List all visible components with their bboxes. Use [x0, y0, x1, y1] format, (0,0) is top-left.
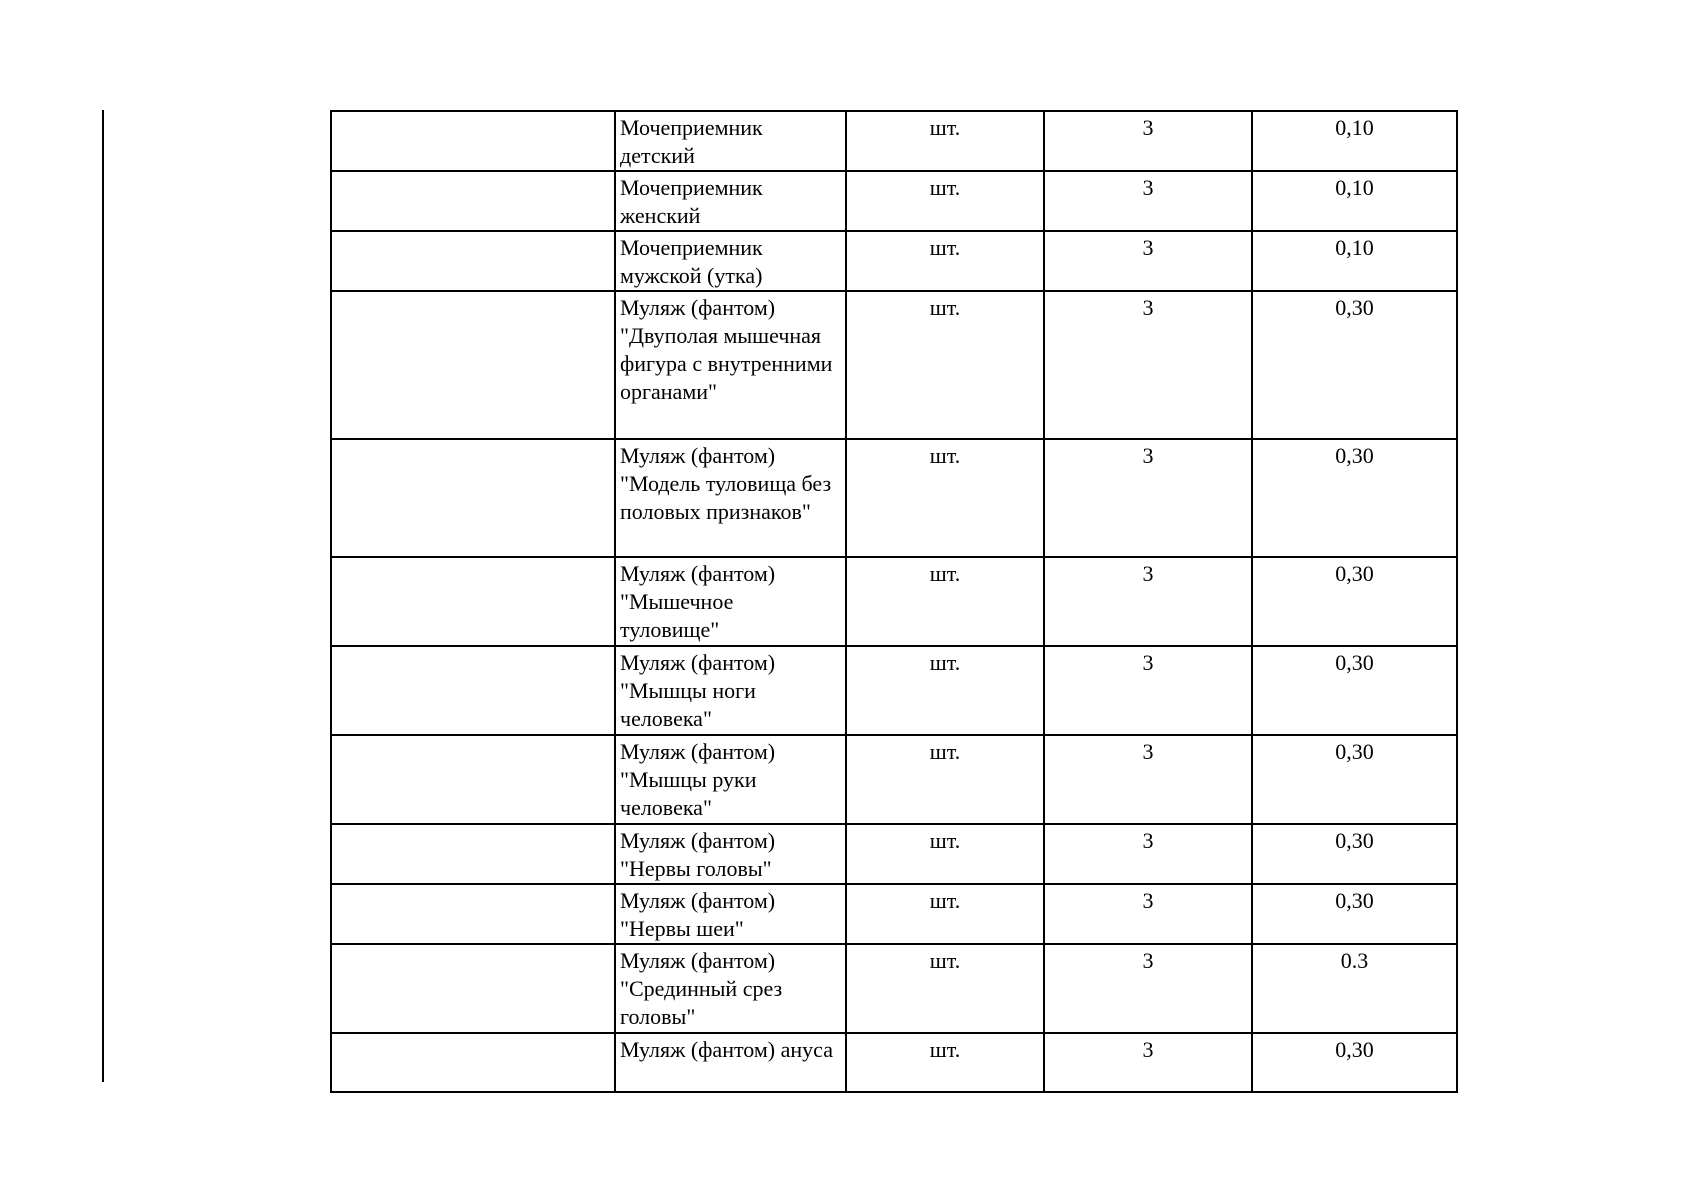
value-cell: 0,10	[1252, 231, 1457, 291]
table-row	[331, 646, 1457, 735]
table-row	[331, 111, 1457, 171]
table-row	[331, 944, 1457, 1033]
quantity-cell: 3	[1044, 884, 1252, 944]
empty-cell	[331, 884, 615, 944]
table-row	[331, 884, 1457, 944]
item-name-cell: Мочеприемник детский	[615, 111, 846, 171]
empty-cell	[331, 171, 615, 231]
empty-cell	[331, 557, 615, 646]
unit-cell: шт.	[846, 944, 1044, 1033]
empty-cell	[331, 1033, 615, 1092]
empty-cell	[331, 944, 615, 1033]
unit-cell: шт.	[846, 824, 1044, 884]
table-row	[331, 824, 1457, 884]
table-row	[331, 735, 1457, 824]
item-name-cell: Мочеприемник мужской (утка)	[615, 231, 846, 291]
item-name-cell: Муляж (фантом) "Мышечное туловище"	[615, 557, 846, 646]
value-cell: 0,30	[1252, 884, 1457, 944]
value-cell: 0,10	[1252, 111, 1457, 171]
quantity-cell: 3	[1044, 735, 1252, 824]
table-row	[331, 171, 1457, 231]
empty-cell	[331, 646, 615, 735]
value-cell: 0,30	[1252, 646, 1457, 735]
unit-cell: шт.	[846, 646, 1044, 735]
value-cell: 0,30	[1252, 291, 1457, 439]
value-cell: 0,30	[1252, 1033, 1457, 1092]
empty-cell	[331, 824, 615, 884]
value-cell: 0.3	[1252, 944, 1457, 1033]
item-name-cell: Муляж (фантом) "Мышцы ноги человека"	[615, 646, 846, 735]
table-row	[331, 291, 1457, 439]
table-row	[331, 231, 1457, 291]
unit-cell: шт.	[846, 557, 1044, 646]
value-cell: 0,10	[1252, 171, 1457, 231]
unit-cell: шт.	[846, 231, 1044, 291]
item-name-cell: Муляж (фантом) "Двуполая мышечная фигура с внутренними органами"	[615, 291, 846, 439]
item-name-cell: Муляж (фантом) "Нервы шеи"	[615, 884, 846, 944]
equipment-table	[330, 110, 1458, 1093]
table-row	[331, 557, 1457, 646]
value-cell: 0,30	[1252, 824, 1457, 884]
unit-cell: шт.	[846, 111, 1044, 171]
empty-cell	[331, 735, 615, 824]
quantity-cell: 3	[1044, 646, 1252, 735]
unit-cell: шт.	[846, 884, 1044, 944]
item-name-cell: Мочеприемник женский	[615, 171, 846, 231]
quantity-cell: 3	[1044, 944, 1252, 1033]
table-row	[331, 439, 1457, 557]
unit-cell: шт.	[846, 171, 1044, 231]
item-name-cell: Муляж (фантом) "Модель туловища без половых признаков"	[615, 439, 846, 557]
quantity-cell: 3	[1044, 171, 1252, 231]
item-name-cell: Муляж (фантом) "Срединный срез головы"	[615, 944, 846, 1033]
value-cell: 0,30	[1252, 557, 1457, 646]
quantity-cell: 3	[1044, 111, 1252, 171]
quantity-cell: 3	[1044, 1033, 1252, 1092]
item-name-cell: Муляж (фантом) ануса	[615, 1033, 846, 1092]
empty-cell	[331, 291, 615, 439]
quantity-cell: 3	[1044, 231, 1252, 291]
page-margin-line	[102, 110, 104, 1082]
quantity-cell: 3	[1044, 557, 1252, 646]
unit-cell: шт.	[846, 1033, 1044, 1092]
item-name-cell: Муляж (фантом) "Нервы головы"	[615, 824, 846, 884]
quantity-cell: 3	[1044, 291, 1252, 439]
empty-cell	[331, 439, 615, 557]
unit-cell: шт.	[846, 735, 1044, 824]
value-cell: 0,30	[1252, 735, 1457, 824]
table-row	[331, 1033, 1457, 1092]
unit-cell: шт.	[846, 291, 1044, 439]
quantity-cell: 3	[1044, 824, 1252, 884]
quantity-cell: 3	[1044, 439, 1252, 557]
empty-cell	[331, 231, 615, 291]
empty-cell	[331, 111, 615, 171]
unit-cell: шт.	[846, 439, 1044, 557]
value-cell: 0,30	[1252, 439, 1457, 557]
item-name-cell: Муляж (фантом) "Мышцы руки человека"	[615, 735, 846, 824]
